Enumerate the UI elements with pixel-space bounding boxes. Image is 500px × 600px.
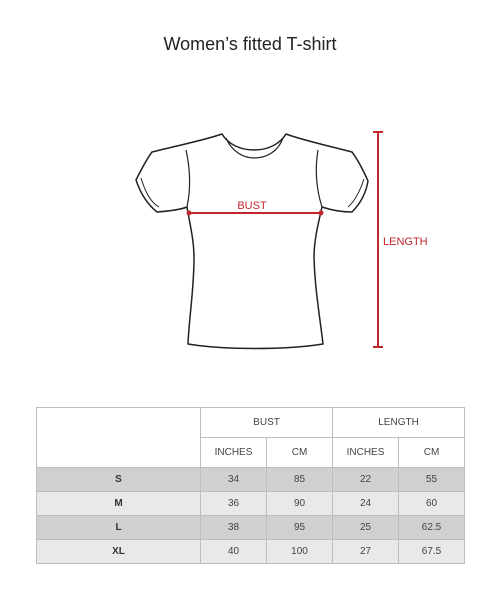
corner-cell [37, 408, 201, 468]
length-cm-header: CM [399, 438, 465, 468]
size-cell: M [37, 492, 201, 516]
length-inches-cell: 25 [333, 516, 399, 540]
bust-cm-cell: 90 [267, 492, 333, 516]
length-cm-cell: 60 [399, 492, 465, 516]
length-measure-line [373, 132, 383, 347]
bust-cm-header: CM [267, 438, 333, 468]
length-cm-cell: 55 [399, 468, 465, 492]
page-title: Women’s fitted T-shirt [163, 34, 337, 54]
bust-inches-cell: 36 [201, 492, 267, 516]
table-row [37, 468, 465, 492]
length-inches-cell: 27 [333, 540, 399, 564]
bust-inches-cell: 34 [201, 468, 267, 492]
bust-inches-header: INCHES [201, 438, 267, 468]
table-row [37, 492, 465, 516]
bust-cm-cell: 95 [267, 516, 333, 540]
size-cell: XL [37, 540, 201, 564]
length-inches-cell: 22 [333, 468, 399, 492]
table-row [37, 516, 465, 540]
size-chart-table [36, 407, 465, 564]
length-label: LENGTH [383, 236, 428, 248]
length-inches-cell: 24 [333, 492, 399, 516]
bust-label: BUST [237, 200, 267, 212]
tshirt-outline-icon [136, 134, 368, 349]
bust-inches-cell: 40 [201, 540, 267, 564]
table-row [37, 540, 465, 564]
bust-cm-cell: 85 [267, 468, 333, 492]
bust-cm-cell: 100 [267, 540, 333, 564]
length-cm-cell: 62.5 [399, 516, 465, 540]
length-inches-header: INCHES [333, 438, 399, 468]
length-group-header: LENGTH [333, 408, 465, 438]
bust-inches-cell: 38 [201, 516, 267, 540]
length-cm-cell: 67.5 [399, 540, 465, 564]
size-cell: L [37, 516, 201, 540]
size-cell: S [37, 468, 201, 492]
bust-group-header: BUST [201, 408, 333, 438]
